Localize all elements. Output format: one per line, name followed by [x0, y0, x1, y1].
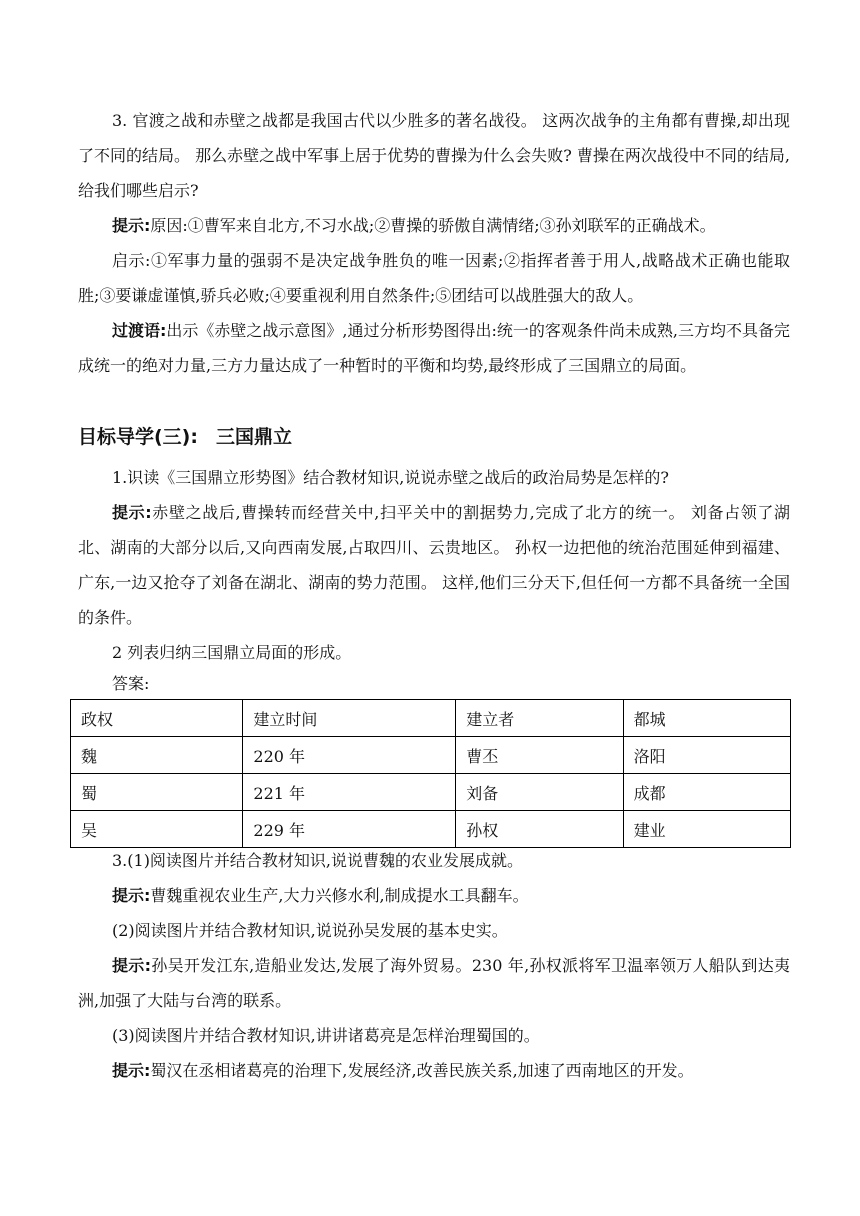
hint-paragraph-wei	[78, 878, 790, 913]
table-header-cell: 都城	[623, 700, 790, 737]
hint-label: 提示:	[112, 1061, 151, 1080]
hint-label: 提示:	[112, 216, 151, 235]
table-cell: 221 年	[243, 774, 456, 811]
hint-paragraph-shu	[78, 1053, 790, 1088]
table-cell: 220 年	[243, 737, 456, 774]
table-cell: 魏	[71, 737, 243, 774]
table-cell: 洛阳	[623, 737, 790, 774]
section-title: 三国鼎立	[215, 426, 292, 448]
transition-label: 过渡语:	[112, 321, 167, 340]
section-heading	[78, 421, 292, 453]
hint-label: 提示:	[112, 503, 152, 522]
hint-paragraph-wu	[78, 948, 790, 1018]
transition-text: 出示《赤壁之战示意图》,通过分析形势图得出:统一的客观条件尚未成熟,三方均不具备完成统一的绝对力量,三方力量达成了一种暂时的平衡和均势,最终形成了三国鼎立的局面。	[78, 321, 790, 375]
table-cell: 曹丕	[456, 737, 623, 774]
three-kingdoms-table	[70, 699, 791, 848]
table-cell: 229 年	[243, 811, 456, 848]
table-cell: 吴	[71, 811, 243, 848]
answer-label: 答案:	[112, 674, 150, 693]
hint-text: 原因:①曹军来自北方,不习水战;②曹操的骄傲自满情绪;③孙刘联军的正确战术。	[150, 216, 716, 235]
hint-text: 曹魏重视农业生产,大力兴修水利,制成提水工具翻车。	[150, 886, 529, 905]
hint-text: 孙吴开发江东,造船业发达,发展了海外贸易。230 年,孙权派将军卫温率领万人船队到达夷洲,加强了大陆与台湾的联系。	[78, 956, 790, 1010]
hint-text: 蜀汉在丞相诸葛亮的治理下,发展经济,改善民族关系,加速了西南地区的开发。	[150, 1061, 694, 1080]
hint-label: 提示:	[112, 956, 152, 975]
table-cell: 建业	[623, 811, 790, 848]
table-header-cell: 建立者	[456, 700, 623, 737]
table-header-cell: 建立时间	[243, 700, 456, 737]
table-row	[71, 811, 791, 848]
table-cell: 刘备	[456, 774, 623, 811]
hint-paragraph-cause	[78, 208, 790, 243]
question-3-paragraph: 3. 官渡之战和赤壁之战都是我国古代以少胜多的著名战役。 这两次战争的主角都有曹操,却出现了不同的结局。 那么赤壁之战中军事上居于优势的曹操为什么会失败? 曹操在两次战役中不同的结局,给我们哪些启示?	[78, 111, 790, 200]
table-header-cell: 政权	[71, 700, 243, 737]
question-2-paragraph: 2 列表归纳三国鼎立局面的形成。	[112, 643, 352, 662]
table-cell: 成都	[623, 774, 790, 811]
table-row	[71, 774, 791, 811]
enlightenment-paragraph: 启示:①军事力量的强弱不是决定战争胜负的唯一因素;②指挥者善于用人,战略战术正确也能取胜;③要谦虚谨慎,骄兵必败;④要重视利用自然条件;⑤团结可以战胜强大的敌人。	[78, 251, 790, 305]
question-1-paragraph: 1.识读《三国鼎立形势图》结合教材知识,说说赤壁之战后的政治局势是怎样的?	[112, 468, 669, 487]
question-3-1-paragraph: 3.(1)阅读图片并结合教材知识,说说曹魏的农业发展成就。	[112, 851, 524, 870]
table-cell: 蜀	[71, 774, 243, 811]
section-label: 目标导学(三):	[78, 426, 198, 448]
question-3-2-paragraph: (2)阅读图片并结合教材知识,说说孙吴发展的基本史实。	[112, 921, 508, 940]
question-3-3-paragraph: (3)阅读图片并结合教材知识,讲讲诸葛亮是怎样治理蜀国的。	[112, 1026, 540, 1045]
hint-text: 赤壁之战后,曹操转而经营关中,扫平关中的割据势力,完成了北方的统一。 刘备占领了湖北、湖南的大部分以后,又向西南发展,占取四川、云贵地区。 孙权一边把他的统治范围延伸到福建、广东,一边又抢夺了刘备在湖北、湖南的势力范围。 这样,他们三分天下,但任何一方都不具备统一全国的条件。	[78, 503, 790, 627]
transition-paragraph	[78, 313, 790, 383]
table-row	[71, 737, 791, 774]
hint-paragraph-politics	[78, 495, 790, 635]
table-header-row	[71, 700, 791, 737]
table-cell: 孙权	[456, 811, 623, 848]
hint-label: 提示:	[112, 886, 151, 905]
